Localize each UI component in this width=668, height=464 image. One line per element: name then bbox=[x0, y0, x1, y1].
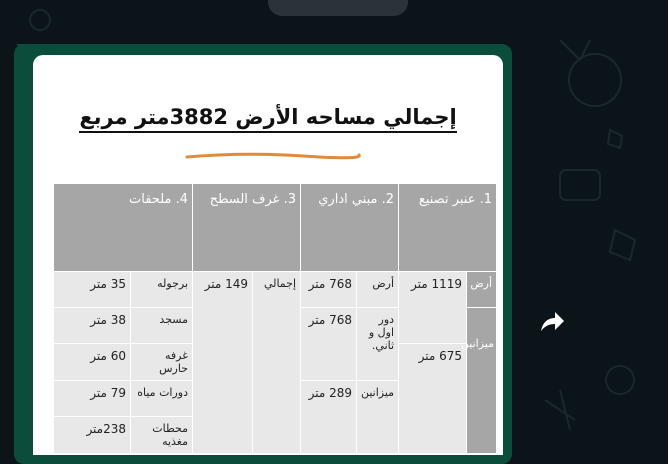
image-attachment[interactable] bbox=[33, 55, 503, 455]
annex-wc-value: 79 متر bbox=[54, 381, 131, 417]
admin-floors-label: دور اول و ثاني. bbox=[357, 308, 399, 381]
forward-arrow-icon bbox=[537, 307, 567, 337]
header-annex: 4. ملحقات bbox=[54, 184, 193, 272]
annex-feed-value: 238متر bbox=[54, 417, 131, 454]
factory-mezzanine-value: 675 متر bbox=[399, 344, 467, 454]
factory-ground-label: أرض bbox=[467, 272, 497, 308]
orange-underline-icon bbox=[183, 151, 363, 161]
admin-mezzanine-value: 289 متر bbox=[301, 381, 357, 454]
annex-guard-label: غرفه حارس bbox=[131, 344, 193, 381]
admin-ground-label: أرض bbox=[357, 272, 399, 308]
table-row bbox=[54, 272, 497, 308]
factory-ground-value: 1119 متر bbox=[399, 272, 467, 344]
admin-ground-value: 768 متر bbox=[301, 272, 357, 308]
title-text: إجمالي مساحه الأرض 3882متر مربع bbox=[79, 105, 456, 133]
annex-mosque-value: 38 متر bbox=[54, 308, 131, 344]
roof-total-label: إجمالي bbox=[253, 272, 301, 454]
roof-total-value: 149 متر bbox=[193, 272, 253, 454]
annex-wc-label: دورات مياه bbox=[131, 381, 193, 417]
top-date-pill bbox=[268, 0, 408, 16]
admin-mezzanine-label: ميزانين bbox=[357, 381, 399, 454]
bubble-tail bbox=[16, 44, 34, 62]
factory-mezzanine-label: ميزانين bbox=[460, 337, 494, 350]
annex-mosque-label: مسجد bbox=[131, 308, 193, 344]
header-factory: 1. عنبر تصنيع bbox=[399, 184, 497, 272]
annex-guard-value: 60 متر bbox=[54, 344, 131, 381]
annex-feed-label: محطات مغذيه bbox=[131, 417, 193, 454]
annex-pergola-label: برجوله bbox=[131, 272, 193, 308]
page-title bbox=[33, 105, 503, 133]
area-table bbox=[53, 183, 497, 454]
admin-floors-value: 768 متر bbox=[301, 308, 357, 381]
annex-pergola-value: 35 متر bbox=[54, 272, 131, 308]
table-header-row bbox=[54, 184, 497, 272]
forward-button[interactable] bbox=[530, 300, 574, 344]
header-roof: 3. غرف السطح bbox=[193, 184, 301, 272]
factory-lower-label bbox=[467, 308, 497, 454]
header-admin: 2. مبني اداري bbox=[301, 184, 399, 272]
